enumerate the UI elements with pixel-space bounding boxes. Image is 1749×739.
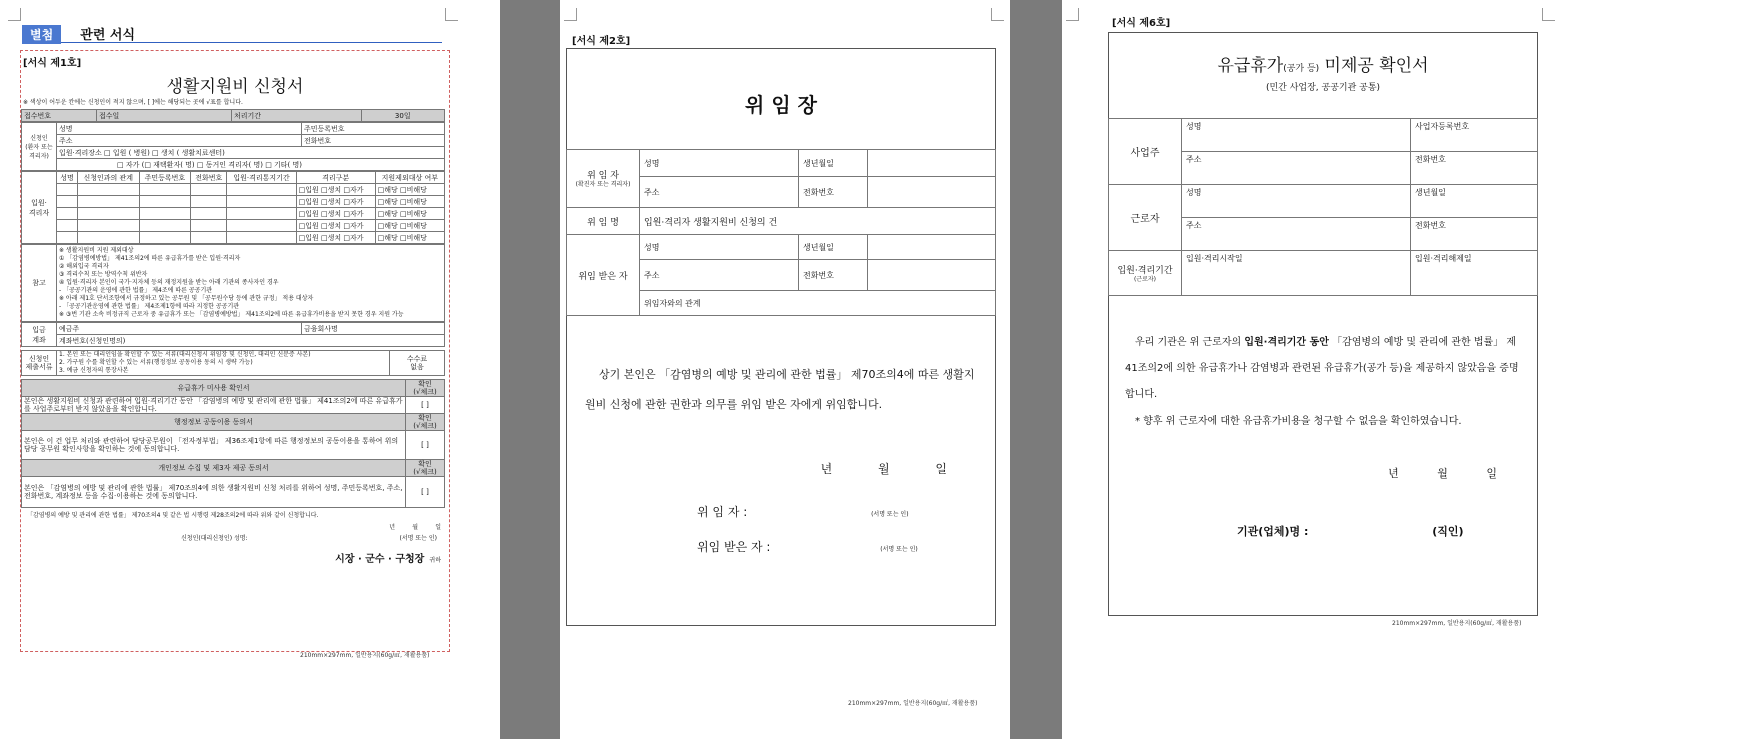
crop-mark xyxy=(991,8,1004,21)
rrn-field[interactable]: 주민등록번호 xyxy=(302,123,445,135)
crop-mark xyxy=(564,8,577,21)
purpose-value: 입원·격리자 생활지원비 신청의 건 xyxy=(640,208,996,235)
organization-line: 기관(업체)명 : (직인) xyxy=(1237,525,1464,538)
section-text: 본인은 「감염병의 예방 및 관리에 관한 법률」 제70조의4에 의한 생활지원비 신청 처리를 위하여 성명, 주민등록번호, 주소, 전화번호, 계좌정보 등을 수집·이용하는 것에 동의합니다. xyxy=(22,477,406,508)
receipt-no-label: 접수번호 xyxy=(22,110,97,122)
signature-line: 신청인(대리신청인) 성명: (서명 또는 인) xyxy=(181,535,437,542)
delegate-signature: 위임 받은 자 : (서명 또는 인) xyxy=(697,540,918,554)
relation-label: 위임자와의 관계 xyxy=(640,291,996,316)
page-form-2 xyxy=(560,0,1010,739)
page-form-6 xyxy=(1062,0,1749,739)
delegator-address-label: 주소 xyxy=(640,177,799,208)
employee-label: 근로자 xyxy=(1109,185,1182,251)
phone-field[interactable]: 전화번호 xyxy=(302,135,445,147)
address-field[interactable]: 주소 xyxy=(57,135,302,147)
delegator-signature: 위 임 자 : (서명 또는 인) xyxy=(697,505,909,519)
employee-birth-field[interactable]: 생년월일 xyxy=(1411,185,1538,218)
processing-period-label: 처리기간 xyxy=(232,110,362,122)
isolation-type-checkboxes[interactable]: □입원 □생치 □자가 xyxy=(296,184,375,196)
section-title: 유급휴가 미사용 확인서 xyxy=(22,380,406,397)
confirm-checkbox[interactable]: [ ] xyxy=(406,397,445,414)
paper-size-note: 210mm×297mm, 일반용지(60g/㎡, 재활용품) xyxy=(1392,620,1522,627)
form-title: 위 임 장 xyxy=(745,93,817,117)
confirmation-table xyxy=(1108,118,1538,296)
recipient: 시장 · 군수 · 구청장 xyxy=(335,554,425,565)
purpose-label: 위 임 명 xyxy=(567,208,640,235)
section-text: 본인은 이 건 업무 처리와 관련하여 담당공무원이 「전자정부법」 제36조제1항에 따른 행정정보의 공동이용을 통하여 위의 담당 공무원 확인사항을 확인하는 것에 동의합니다. xyxy=(22,431,406,460)
form-number: [서식 제6호] xyxy=(1112,18,1171,29)
delegate-address-label: 주소 xyxy=(640,260,799,291)
reference-label: 참고 xyxy=(22,245,57,322)
delegator-phone-label: 전화번호 xyxy=(799,177,868,208)
table-row xyxy=(22,184,445,196)
confirm-label: 확인 (√체크) xyxy=(406,414,445,431)
confirmation-date: 년 월 일 xyxy=(1388,467,1497,480)
confirm-checkbox[interactable]: [ ] xyxy=(406,477,445,508)
members-table xyxy=(21,171,445,244)
bank-label: 입금 계좌 xyxy=(22,323,57,347)
recipient-line xyxy=(21,547,441,566)
paper-size-note: 210mm×297mm, 일반용지(60g/㎡, 재활용품) xyxy=(300,652,430,659)
members-label: 입원· 격리자 xyxy=(22,172,57,244)
employer-label: 사업주 xyxy=(1109,119,1182,185)
delegation-date: 년 월 일 xyxy=(820,462,947,476)
delegator-name-label: 성명 xyxy=(640,150,799,177)
period-start-field[interactable]: 입원·격리시작일 xyxy=(1182,251,1411,296)
exclusion-checkboxes[interactable]: □해당 □비해당 xyxy=(375,208,444,220)
reference-text: ※ 생활지원비 지원 제외대상 ① 「감염병예방법」 제41조의2에 따른 유급휴가를 받은 입원·격리자 ② 해외입국 격리자 ③ 격리수칙 또는 방역수칙 위반자 ④ 입원·격리자 본인이 국가·지자체 등의 재정지원을 받는 아래 기관의 종사자인 경우 - 「공공기관의 운영에 관한 법률」 제4조에 따른 공공기관 ※ 아래 제1호 단서조항에서 규정하고 있는 공무원 및 「공무원수당 등에 관한 규정」 적용 대상자 - 「공공기관운영에 관한 법률」 제4조제1항에 따라 지정한 공공기관 ※ ③번 기관 소속 비정규직 근로자 중 유급휴가 또는 「감염병예방법」 제41조의2에 따른 유급휴가비용을 받지 못한 경우 지원 가능 xyxy=(57,245,445,322)
reference-table xyxy=(21,244,445,322)
period-label: 입원·격리기간 (근로자) xyxy=(1109,251,1182,296)
delegate-phone-label: 전화번호 xyxy=(799,260,868,291)
bank-name-field[interactable]: 금융회사명 xyxy=(302,323,445,335)
sign-note: (서명 또는 인) xyxy=(880,546,918,553)
period-end-field[interactable]: 입원·격리해제일 xyxy=(1411,251,1538,296)
signature-note: (서명 또는 인) xyxy=(399,535,437,542)
employer-phone-field[interactable]: 전화번호 xyxy=(1411,152,1538,185)
sign-note: (서명 또는 인) xyxy=(871,511,909,518)
member-header: 성명 xyxy=(57,172,78,184)
applicant-table xyxy=(21,109,445,122)
documents-fee: 수수료 없음 xyxy=(390,351,445,376)
isolation-type-checkboxes[interactable]: □입원 □생치 □자가 xyxy=(296,208,375,220)
documents-list: 1. 본인 또는 대리인임을 확인할 수 있는 서류(대리신청시 위임장 및 신청인, 대리인 신분증 사본) 2. 가구원 수를 확인할 수 있는 서류(행정정보 공동이용 동의 시 생략 가능) 3. 예금 신청자의 통장사본 xyxy=(57,351,390,376)
form-title: 생활지원비 신청서 xyxy=(166,77,304,97)
section-title: 개인정보 수집 및 제3자 제공 동의서 xyxy=(22,460,406,477)
employee-address-field[interactable]: 주소 xyxy=(1182,218,1411,251)
employee-phone-field[interactable]: 전화번호 xyxy=(1411,218,1538,251)
isolation-type-checkboxes[interactable]: □입원 □생치 □자가 xyxy=(296,196,375,208)
delegate-birth-label: 생년월일 xyxy=(799,235,868,260)
account-holder-field[interactable]: 예금주 xyxy=(57,323,302,335)
applicant-info xyxy=(21,122,445,171)
confirmation-body: 우리 기관은 위 근로자의 입원·격리기간 동안 「감염병의 예방 및 관리에 관한 법률」 제41조의2에 의한 유급휴가나 감염병과 관련된 유급휴가(공가 등)을 제공하지 않았음을 증명합니다. xyxy=(1125,337,1519,400)
application-statement: 「감염병의 예방 및 관리에 관한 법률」 제70조의4 및 같은 법 시행령 제28조의2에 따라 위와 같이 신청합니다. xyxy=(27,512,319,519)
delegate-birth-field[interactable] xyxy=(868,235,996,260)
delegation-table xyxy=(566,149,996,316)
applicant-label: 신청인 (환자 또는 격리자) xyxy=(22,123,57,171)
exclusion-checkboxes[interactable]: □해당 □비해당 xyxy=(375,184,444,196)
paper-size-note: 210mm×297mm, 일반용지(60g/㎡, 재활용품) xyxy=(848,700,978,707)
place-row-2[interactable]: □ 자가 (□ 재택환자( 명) □ 동거인 격리자( 명) □ 기타( 명) xyxy=(57,159,445,171)
form-frame xyxy=(1108,32,1538,616)
crop-mark xyxy=(8,8,21,21)
place-row-1[interactable]: 입원·격리장소 □ 입원 ( 병원) □ 생치 ( 생활치료센터) xyxy=(57,147,445,159)
crop-mark xyxy=(445,8,458,21)
delegator-phone-field[interactable] xyxy=(868,177,996,208)
exclusion-checkboxes[interactable]: □해당 □비해당 xyxy=(375,232,444,244)
member-header: 주민등록번호 xyxy=(139,172,191,184)
receipt-date-label: 접수일 xyxy=(97,110,232,122)
table-row xyxy=(22,220,445,232)
isolation-type-checkboxes[interactable]: □입원 □생치 □자가 xyxy=(296,220,375,232)
member-header: 전화번호 xyxy=(191,172,227,184)
section-title: 행정정보 공동이용 동의서 xyxy=(22,414,406,431)
table-row xyxy=(22,196,445,208)
bank-table xyxy=(21,322,445,347)
isolation-type-checkboxes[interactable]: □입원 □생치 □자가 xyxy=(296,232,375,244)
member-header: 격리구분 xyxy=(296,172,375,184)
exclusion-checkboxes[interactable]: □해당 □비해당 xyxy=(375,220,444,232)
form-number: [서식 제1호] xyxy=(23,58,82,69)
attachment-badge: 별첨 xyxy=(22,25,61,44)
form-frame xyxy=(566,48,996,626)
confirmation-note: * 향후 위 근로자에 대한 유급휴가비용을 청구할 수 없음을 확인하였습니다. xyxy=(1135,416,1462,427)
delegator-birth-field[interactable] xyxy=(868,150,996,177)
delegate-phone-field[interactable] xyxy=(868,260,996,291)
table-row xyxy=(22,208,445,220)
employee-name-field[interactable]: 성명 xyxy=(1182,185,1411,218)
attachment-title: 관련 서식 xyxy=(80,28,136,43)
member-header: 신청인과의 관계 xyxy=(77,172,139,184)
form-title: 유급휴가(공가 등) 미제공 확인서 xyxy=(1217,56,1429,76)
confirm-checkbox[interactable]: [ ] xyxy=(406,431,445,460)
member-header: 지원제외대상 여부 xyxy=(375,172,444,184)
form-number: [서식 제2호] xyxy=(572,36,631,47)
confirm-label: 확인 (√체크) xyxy=(406,380,445,397)
consent-table xyxy=(21,379,445,508)
application-date: 년 월 일 xyxy=(389,524,441,531)
recipient-suffix: 귀하 xyxy=(429,557,441,564)
form-instruction: ※ 색상이 어두운 칸에는 신청인이 적지 않으며, [ ]에는 해당되는 곳에 √표를 합니다. xyxy=(23,99,243,106)
form-subtitle: (민간 사업장, 공공기관 공통) xyxy=(1265,83,1381,93)
delegate-label: 위임 받은 자 xyxy=(567,235,640,316)
exclusion-checkboxes[interactable]: □해당 □비해당 xyxy=(375,196,444,208)
table-row xyxy=(22,232,445,244)
delegate-name-label: 성명 xyxy=(640,235,799,260)
form-area xyxy=(20,50,450,652)
delegator-birth-label: 생년월일 xyxy=(799,150,868,177)
documents-label: 신청인 제출서류 xyxy=(22,351,57,376)
crop-mark xyxy=(1066,8,1079,21)
documents-table xyxy=(21,350,445,376)
processing-days: 30일 xyxy=(361,110,445,122)
delegator-label: 위 임 자 (확진자 또는 격리자) xyxy=(567,150,640,208)
seal: (직인) xyxy=(1432,525,1464,538)
crop-mark xyxy=(1542,8,1555,21)
page-form-1 xyxy=(0,0,500,739)
member-header: 입원·격리통지기간 xyxy=(227,172,296,184)
attachment-header xyxy=(22,24,442,43)
account-number-field[interactable]: 계좌번호(신청인명의) xyxy=(57,335,445,347)
section-text: 본인은 생활지원비 신청과 관련하여 입원·격리기간 동안 「감염병의 예방 및 관리에 관한 법률」 제41조의2에 따른 유급휴가를 사업주로부터 받지 않았음을 확인합니다. xyxy=(22,397,406,414)
employer-bizno-field[interactable]: 사업자등록번호 xyxy=(1411,119,1538,152)
name-field[interactable]: 성명 xyxy=(57,123,302,135)
confirm-label: 확인 (√체크) xyxy=(406,460,445,477)
delegation-body: 상기 본인은 「감염병의 예방 및 관리에 관한 법률」 제70조의4에 따른 생활지원비 신청에 관한 권한과 의무를 위임 받은 자에게 위임합니다. xyxy=(585,368,975,411)
employer-name-field[interactable]: 성명 xyxy=(1182,119,1411,152)
employer-address-field[interactable]: 주소 xyxy=(1182,152,1411,185)
